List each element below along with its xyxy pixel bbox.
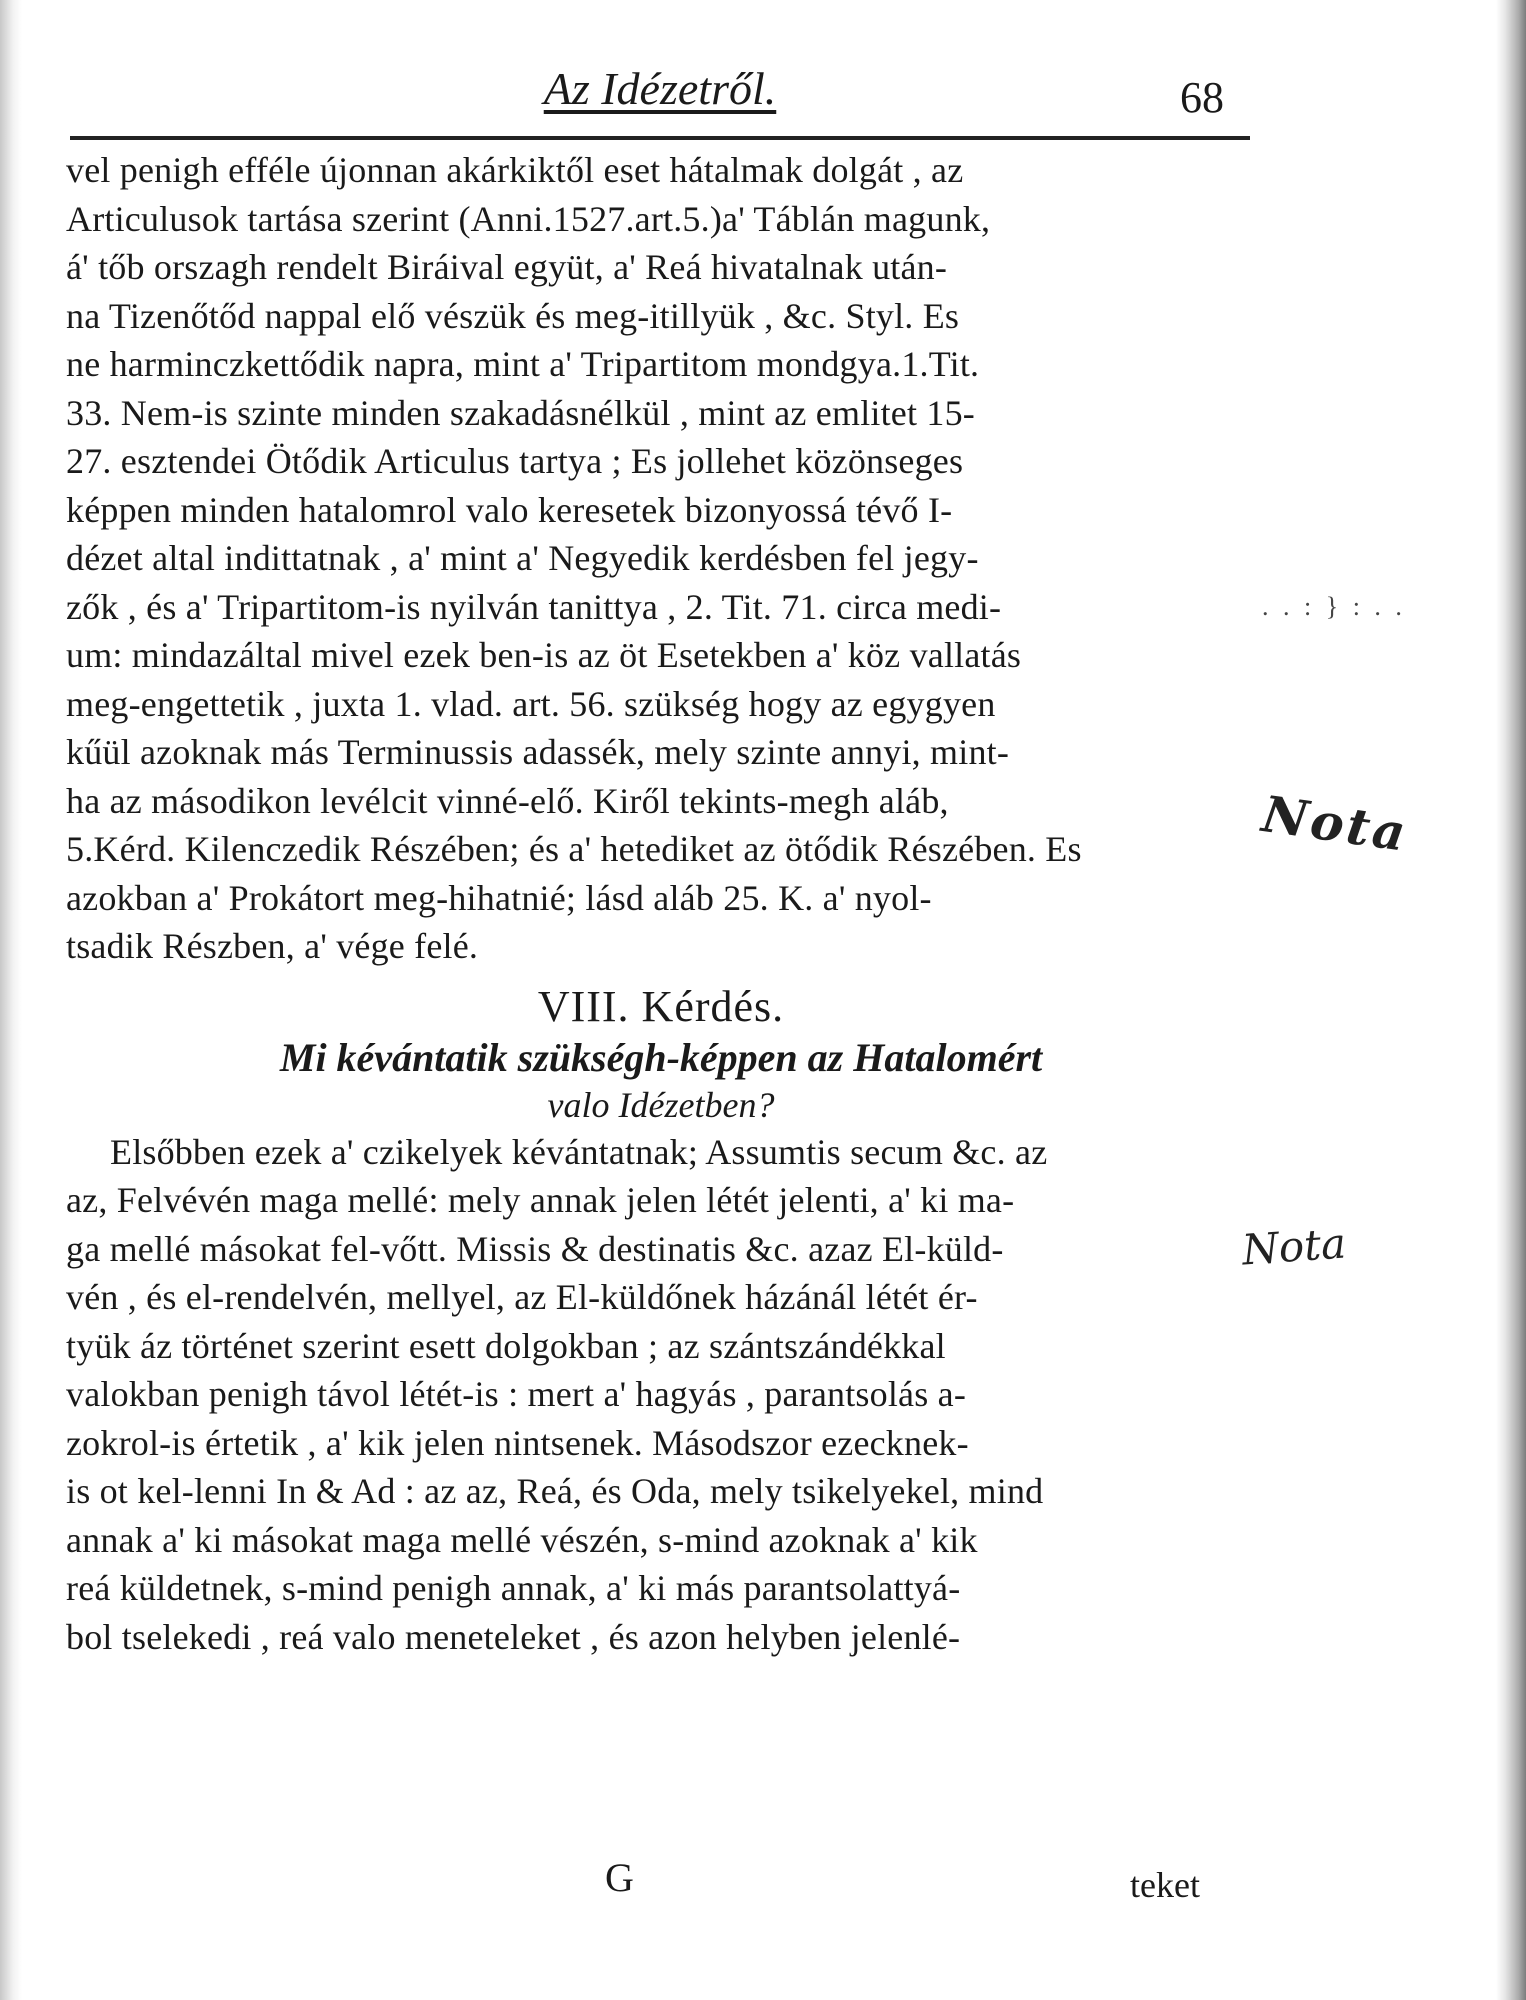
margin-marks: . . : } : . . xyxy=(1262,592,1406,621)
question-line xyxy=(66,1035,1256,1082)
question-text: Mi kévántatik szükségh-képpen az Hatalomért xyxy=(279,1034,1043,1080)
text-line: ha az másodikon levélcit vinné-elő. Kiről tekints-megh aláb, xyxy=(66,780,949,821)
text-line: az, Felvévén maga mellé: mely annak jelen létét jelenti, a' ki ma- xyxy=(66,1180,1015,1220)
scan-shadow-right xyxy=(1496,0,1526,2000)
text-line: annak a' ki másokat maga mellé vészén, s-mind azoknak a' kik xyxy=(66,1519,978,1560)
text-line: zők , és a' Tripartitom-is nyilván tanittya , 2. Tit. 71. circa medi- xyxy=(66,586,1002,627)
text-line: vén , és el-rendelvén, mellyel, az El-küldőnek házánál létét ér- xyxy=(66,1277,978,1317)
text-line: vel penigh efféle újonnan akárkiktől eset hátalmak dolgát , az xyxy=(66,150,964,190)
text-line: ga mellé másokat fel-vőtt. Missis & destinatis &c. azaz El-küld- xyxy=(66,1228,1004,1269)
text-line: 27. esztendei Ötődik Articulus tartya ; Es jollehet közönseges xyxy=(66,441,964,481)
text-line: 33. Nem-is szinte minden szakadásnélkül , mint az emlitet 15- xyxy=(66,392,975,433)
text-line: dézet altal indittatnak , a' mint a' Negyedik kerdésben fel jegy- xyxy=(66,538,979,578)
text-line: Elsőbben ezek a' czikelyek kévántatnak; Assumtis secum &c. az xyxy=(110,1131,1048,1172)
page-number: 68 xyxy=(1180,73,1224,122)
text-line: Articulusok tartása szerint (Anni.1527.art.5.)a' Táblán magunk, xyxy=(66,198,991,239)
handwritten-margin-note: Nota xyxy=(1258,784,1412,863)
question-line: valo Idézetben? xyxy=(547,1084,775,1125)
text-line: 5.Kérd. Kilenczedik Részében; és a' hetediket az ötődik Részében. Es xyxy=(66,829,1082,869)
text-line: zokrol-is értetik , a' kik jelen nintsenek. Másodszor ezecknek- xyxy=(66,1422,969,1463)
text-line: képpen minden hatalomrol valo keresetek bizonyossá tévő I- xyxy=(66,489,953,530)
text-line: is ot kel-lenni In & Ad : az az, Reá, és Oda, mely tsikelyekel, mind xyxy=(66,1471,1044,1511)
body-text xyxy=(66,146,1256,1661)
text-line: azokban a' Prokátort meg-hihatnié; lásd aláb 25. K. a' nyol- xyxy=(66,877,932,918)
catchword: teket xyxy=(1130,1865,1200,1905)
text-line: tyük áz történet szerint esett dolgokban ; az szántszándékkal xyxy=(66,1325,946,1366)
text-line: kűül azoknak más Terminussis adassék, mely szinte annyi, mint- xyxy=(66,732,1010,772)
scan-shadow-left xyxy=(0,0,22,2000)
text-line: reá küldetnek, s-mind penigh annak, a' ki más parantsolattyá- xyxy=(66,1568,961,1608)
text-line: tsadik Részben, a' vége felé. xyxy=(66,926,479,966)
text-line: valokban penigh távol létét-is : mert a' hagyás , parantsolás a- xyxy=(66,1374,967,1414)
text-line: á' tőb orszagh rendelt Biráival együt, a' Reá hivatalnak után- xyxy=(66,247,948,287)
text-line: ne harminczkettődik napra, mint a' Tripartitom mondgya.1.Tit. xyxy=(66,344,980,384)
text-line: um: mindazáltal mivel ezek ben-is az öt Esetekben a' köz vallatás xyxy=(66,635,1022,675)
text-line: meg-engettetik , juxta 1. vlad. art. 56. szükség hogy az egygyen xyxy=(66,683,996,724)
header-rule xyxy=(70,136,1250,140)
section-heading: VIII. Kérdés. xyxy=(537,981,785,1031)
text-line: na Tizenőtőd nappal elő vészük és meg-itillyük , &c. Styl. Es xyxy=(66,295,960,336)
signature-mark: G xyxy=(605,1855,634,1900)
text-line: bol tselekedi , reá valo meneteleket , és azon helyben jelenlé- xyxy=(66,1616,961,1657)
running-head: Az Idézetről. xyxy=(543,63,777,114)
handwritten-margin-note: Nota xyxy=(1240,1218,1348,1275)
